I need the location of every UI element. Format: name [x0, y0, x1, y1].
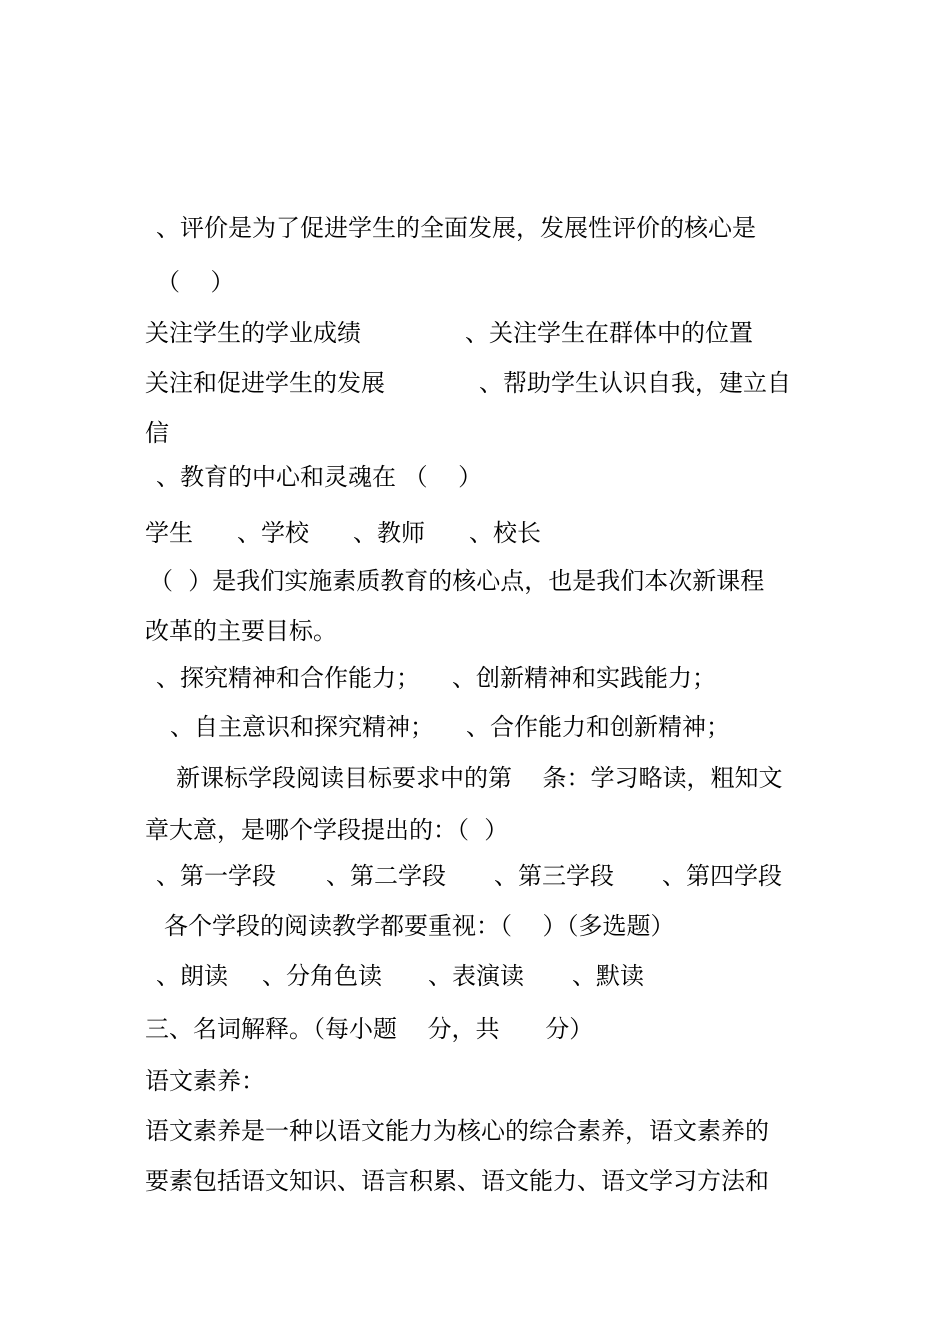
term-definition-line-1: 语文素养是一种以语文能力为核心的综合素养，语文素养的 — [145, 1117, 769, 1145]
term-definition-line-2: 要素包括语文知识、语言积累、语文能力、语文学习方法和 — [145, 1167, 769, 1195]
section-3-heading: 三、名词解释。（每小题 分，共 分） — [145, 1015, 594, 1043]
question-soul-option-c: 、教师 — [353, 519, 425, 547]
question-eval-option-c: 关注和促进学生的发展 — [145, 369, 385, 397]
question-soul-stem: 、教育的中心和灵魂在 （ ） — [156, 463, 483, 491]
question-stage-stem-line-1: 新课标学段阅读目标要求中的第 条：学习略读，粗知文 — [176, 764, 783, 792]
question-core-option-a: 、探究精神和合作能力； — [156, 664, 420, 692]
question-eval-option-d-continued: 信 — [145, 419, 169, 447]
question-eval-option-b: 、关注学生在群体中的位置 — [465, 319, 753, 347]
question-reading-option-c: 、表演读 — [428, 962, 524, 990]
term-label: 语文素养： — [145, 1067, 265, 1095]
question-stage-option-c: 、第三学段 — [494, 862, 614, 890]
question-reading-stem: 各个学段的阅读教学都要重视：（ ）（多选题） — [164, 912, 675, 940]
question-core-option-b: 、创新精神和实践能力； — [452, 664, 716, 692]
question-eval-option-d: 、帮助学生认识自我，建立自 — [479, 369, 791, 397]
question-reading-option-b: 、分角色读 — [262, 962, 382, 990]
question-core-stem-line-2: 改革的主要目标。 — [145, 617, 337, 645]
question-soul-option-b: 、学校 — [237, 519, 309, 547]
question-eval-blank: （ ） — [156, 268, 235, 296]
question-eval-stem: 、评价是为了促进学生的全面发展，发展性评价的核心是 — [156, 214, 756, 242]
question-core-option-d: 、合作能力和创新精神； — [466, 713, 730, 741]
question-stage-stem-line-2: 章大意，是哪个学段提出的：（ ） — [145, 816, 509, 844]
question-stage-option-a: 、第一学段 — [156, 862, 276, 890]
question-reading-option-a: 、朗读 — [156, 962, 228, 990]
question-eval-option-a: 关注学生的学业成绩 — [145, 319, 361, 347]
question-reading-option-d: 、默读 — [572, 962, 644, 990]
question-core-stem-line-1: （ ）是我们实施素质教育的核心点，也是我们本次新课程 — [149, 567, 765, 595]
question-stage-option-d: 、第四学段 — [662, 862, 782, 890]
question-soul-option-a: 学生 — [145, 519, 193, 547]
question-stage-option-b: 、第二学段 — [326, 862, 446, 890]
question-core-option-c: 、自主意识和探究精神； — [170, 713, 434, 741]
question-soul-option-d: 、校长 — [469, 519, 541, 547]
